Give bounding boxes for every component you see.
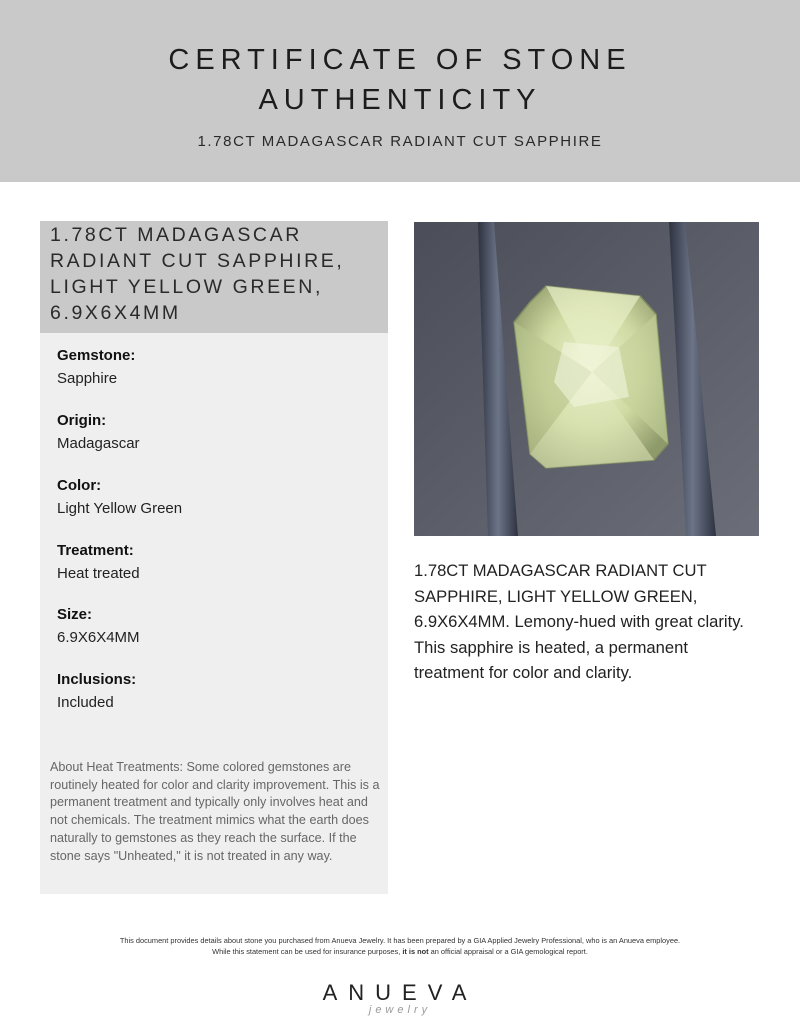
certificate-title — [0, 40, 800, 120]
spec-color — [57, 476, 377, 519]
spec-value: Madagascar — [57, 435, 140, 452]
title-line-1: CERTIFICATE OF STONE — [168, 44, 632, 76]
disclaimer-line-1: This document provides details about stone you purchased from Anueva Jewelry. It has been prepared by a GIA Applied Jewelry Professional, who is an Anueva employee. — [119, 936, 681, 945]
stone-name-heading: 1.78CT MADAGASCAR RADIANT CUT SAPPHIRE, LIGHT YELLOW GREEN, 6.9X6X4MM — [50, 224, 345, 324]
disclaimer-text: While this statement can be used for insurance purposes, — [212, 947, 403, 956]
spec-value: Heat treated — [57, 565, 140, 582]
spec-size — [57, 605, 377, 648]
spec-origin — [57, 411, 377, 454]
disclaimer-emphasis: it is not — [402, 947, 429, 956]
specs-panel — [40, 221, 388, 894]
spec-label: Gemstone: — [57, 347, 136, 364]
brand-logo-name: ANUEVA — [322, 980, 478, 1005]
spec-treatment — [57, 541, 377, 584]
spec-inclusions — [57, 670, 377, 713]
spec-label: Color: — [57, 477, 102, 494]
spec-label: Inclusions: — [57, 671, 137, 688]
certificate-subtitle: 1.78CT MADAGASCAR RADIANT CUT SAPPHIRE — [197, 133, 603, 150]
disclaimer-line-2 — [40, 946, 760, 957]
spec-value: Included — [57, 694, 114, 711]
spec-label: Size: — [57, 606, 93, 623]
spec-value: Light Yellow Green — [57, 500, 183, 517]
disclaimer-text: an official appraisal or a GIA gemological report. — [428, 947, 588, 956]
stone-photo — [414, 222, 759, 536]
brand-logo-sub: jewelry — [368, 1004, 432, 1016]
panel-heading — [40, 221, 388, 333]
disclaimer — [40, 935, 760, 957]
spec-label: Treatment: — [57, 542, 134, 559]
heat-treatment-note: About Heat Treatments: Some colored gemstones are routinely heated for color and clarity improvement. This is a permanent treatment and typically only involves heat and not chemicals. The treatment mimics what the earth does naturally to gemstones as they reach the surface. If the stone says "Unheated," it is not treated in any way. — [50, 760, 380, 863]
spec-gemstone — [57, 346, 377, 389]
sapphire-illustration — [414, 222, 759, 536]
spec-value: Sapphire — [57, 370, 118, 387]
certificate-header — [0, 0, 800, 182]
spec-value: 6.9X6X4MM — [57, 629, 140, 646]
title-line-2: AUTHENTICITY — [258, 84, 542, 116]
spec-label: Origin: — [57, 412, 107, 429]
stone-description: 1.78CT MADAGASCAR RADIANT CUT SAPPHIRE, LIGHT YELLOW GREEN, 6.9X6X4MM. Lemony-hued with great clarity. This sapphire is heated, a permanent treatment for color and clarity. — [414, 561, 744, 682]
